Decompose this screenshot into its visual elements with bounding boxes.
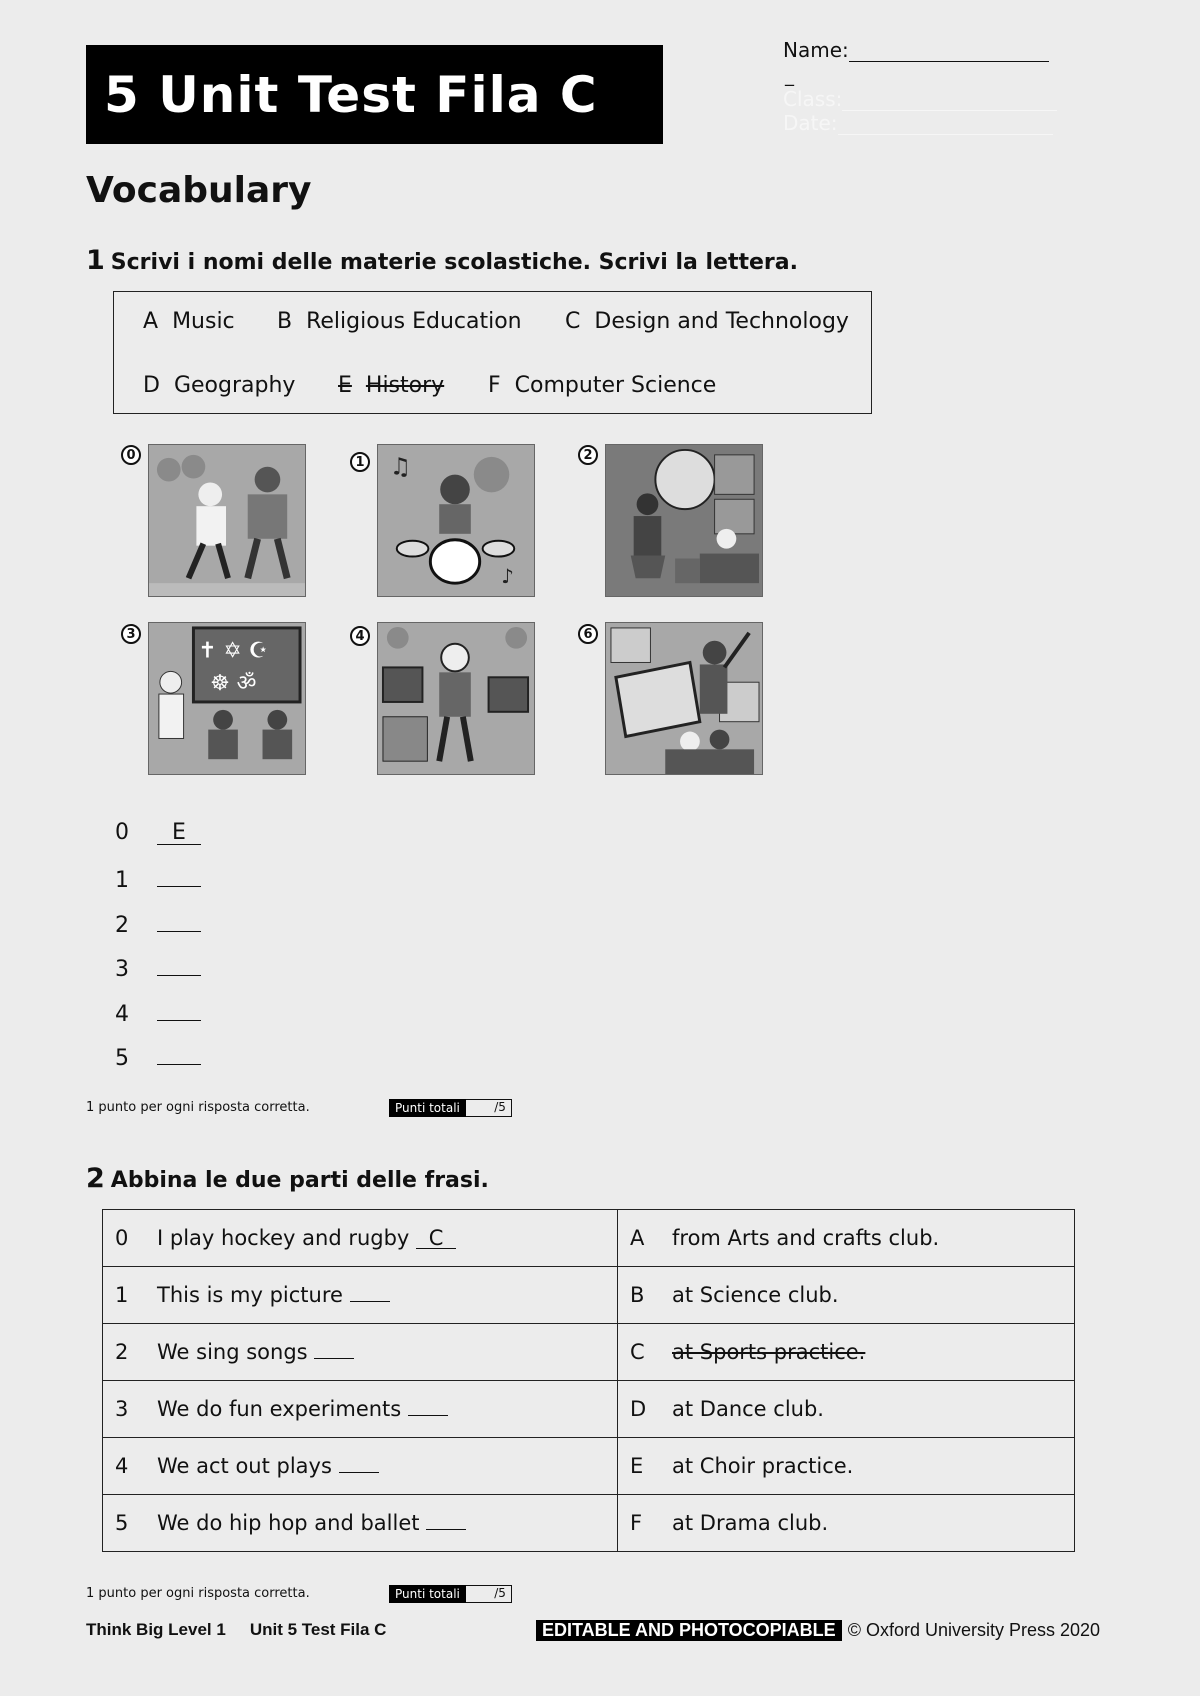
table-row: 0 I play hockey and rugby C A from Arts and crafts club. xyxy=(103,1210,1075,1267)
answer-1-blank[interactable] xyxy=(157,864,201,887)
match-answer-0: C xyxy=(416,1228,456,1249)
answer-3[interactable]: 3 xyxy=(115,953,201,982)
date-label: Date: xyxy=(783,111,838,135)
svg-text:✝ ✡ ☪: ✝ ✡ ☪ xyxy=(198,638,269,664)
religious-education-illustration xyxy=(148,622,306,775)
exercise-2-number: 2 xyxy=(86,1163,105,1194)
footer-unit: Unit 5 Test Fila C xyxy=(249,1620,387,1639)
computer-science-illustration xyxy=(377,622,535,775)
date-field[interactable] xyxy=(783,111,1053,135)
section-title: Vocabulary xyxy=(86,170,312,211)
word-box xyxy=(113,291,872,414)
exercise-2-instruction: Abbina le due parti delle frasi. xyxy=(110,1168,489,1193)
match-answer-2[interactable] xyxy=(314,1358,354,1359)
match-answer-3[interactable] xyxy=(408,1415,448,1416)
editable-badge: EDITABLE AND PHOTOCOPIABLE xyxy=(536,1620,842,1641)
table-row: 3 We do fun experiments D at Dance club. xyxy=(103,1381,1075,1438)
footer-right xyxy=(536,1620,1100,1641)
svg-text:♫: ♫ xyxy=(389,452,412,481)
copyright: © Oxford University Press 2020 xyxy=(847,1620,1101,1640)
name-label: Name: xyxy=(783,38,849,62)
table-row: 2 We sing songs C at Sports practice. xyxy=(103,1324,1075,1381)
word-b: B Religious Education xyxy=(277,309,522,334)
name-tick: _ xyxy=(785,66,794,87)
word-f: F Computer Science xyxy=(488,373,717,398)
answer-0: 0 E xyxy=(115,820,201,845)
svg-text:♪: ♪ xyxy=(501,565,514,589)
class-label: Class: xyxy=(783,87,843,111)
table-row: 4 We act out plays E at Choir practice. xyxy=(103,1438,1075,1495)
word-a: A Music xyxy=(143,309,235,334)
match-answer-1[interactable] xyxy=(350,1301,390,1302)
score-box-2: Punti totali /5 xyxy=(389,1585,512,1603)
exercise-1-instruction: Scrivi i nomi delle materie scolastiche. Scrivi la lettera. xyxy=(110,250,798,275)
word-e-example: E History xyxy=(338,373,445,398)
table-row: 5 We do hip hop and ballet F at Drama club. xyxy=(103,1495,1075,1552)
exercise-1-number: 1 xyxy=(86,245,105,276)
score-note-1: 1 punto per ogni risposta corretta. xyxy=(86,1100,310,1115)
answer-4-blank[interactable] xyxy=(157,998,201,1021)
picture-number-4: 4 xyxy=(350,626,370,646)
answer-2[interactable]: 2 xyxy=(115,909,201,938)
picture-number-3: 3 xyxy=(121,624,141,644)
answer-5-blank[interactable] xyxy=(157,1042,201,1065)
match-answer-5[interactable] xyxy=(426,1529,466,1530)
answer-0-value: E xyxy=(157,822,201,845)
word-d: D Geography xyxy=(143,373,296,398)
page-title: 5 Unit Test Fila C xyxy=(86,45,663,144)
exercise-2-heading xyxy=(86,1163,489,1194)
music-illustration xyxy=(377,444,535,597)
match-answer-4[interactable] xyxy=(339,1472,379,1473)
word-c: C Design and Technology xyxy=(565,309,849,334)
picture-number-0: 0 xyxy=(121,445,141,465)
answer-5[interactable]: 5 xyxy=(115,1042,201,1071)
answer-2-blank[interactable] xyxy=(157,909,201,932)
answer-3-blank[interactable] xyxy=(157,953,201,976)
score-note-2: 1 punto per ogni risposta corretta. xyxy=(86,1586,310,1601)
answer-1[interactable]: 1 xyxy=(115,864,201,893)
footer-left xyxy=(86,1620,386,1640)
picture-number-2: 2 xyxy=(578,445,598,465)
matching-table xyxy=(102,1209,1075,1552)
exercise-1-heading xyxy=(86,245,798,276)
svg-text:☸ ॐ: ☸ ॐ xyxy=(210,671,257,697)
score-box-1: Punti totali /5 xyxy=(389,1099,512,1117)
name-field[interactable] xyxy=(783,38,1049,62)
table-row: 1 This is my picture B at Science club. xyxy=(103,1267,1075,1324)
picture-number-1: 1 xyxy=(350,452,370,472)
class-field[interactable] xyxy=(783,87,1057,111)
answer-4[interactable]: 4 xyxy=(115,998,201,1027)
picture-number-6: 6 xyxy=(578,624,598,644)
footer-book: Think Big Level 1 xyxy=(86,1620,226,1639)
geography-illustration xyxy=(605,444,763,597)
design-technology-illustration xyxy=(605,622,763,775)
sports-illustration xyxy=(148,444,306,597)
